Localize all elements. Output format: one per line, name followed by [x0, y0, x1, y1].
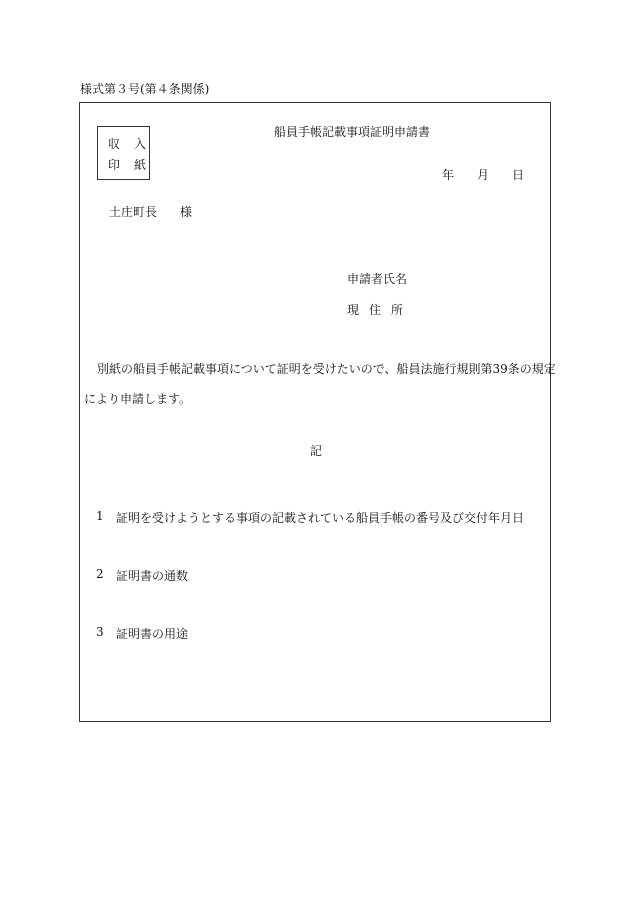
item-number: 1 — [96, 509, 104, 523]
item-text: 証明を受けようとする事項の記載されている船員手帳の番号及び交付年月日 — [116, 511, 525, 525]
date-day-label: 日 — [512, 168, 525, 182]
item-text: 証明書の通数 — [116, 569, 189, 583]
stamp-label-line1: 収入 — [108, 137, 161, 151]
document-title: 船員手帳記載事項証明申請書 — [274, 125, 431, 139]
ki-heading: 記 — [310, 444, 323, 458]
item-text: 証明書の用途 — [116, 627, 189, 641]
applicant-name-label: 申請者氏名 — [347, 272, 408, 286]
addressee-name: 土庄町長 — [109, 205, 158, 219]
stamp-label-line2: 印紙 — [108, 158, 161, 172]
date-month-label: 月 — [477, 168, 490, 182]
date-year-label: 年 — [442, 168, 455, 182]
applicant-address-label: 現住所 — [347, 303, 414, 317]
item-number: 3 — [96, 625, 104, 639]
addressee-honorific: 様 — [180, 205, 193, 219]
request-body-line1: 別紙の船員手帳記載事項について証明を受けたいので、船員法施行規則第39条の規定 — [97, 362, 556, 376]
form-number-label: 様式第３号(第４条関係) — [80, 82, 210, 96]
request-body-line2: により申請します。 — [84, 392, 192, 406]
item-number: 2 — [96, 567, 104, 581]
